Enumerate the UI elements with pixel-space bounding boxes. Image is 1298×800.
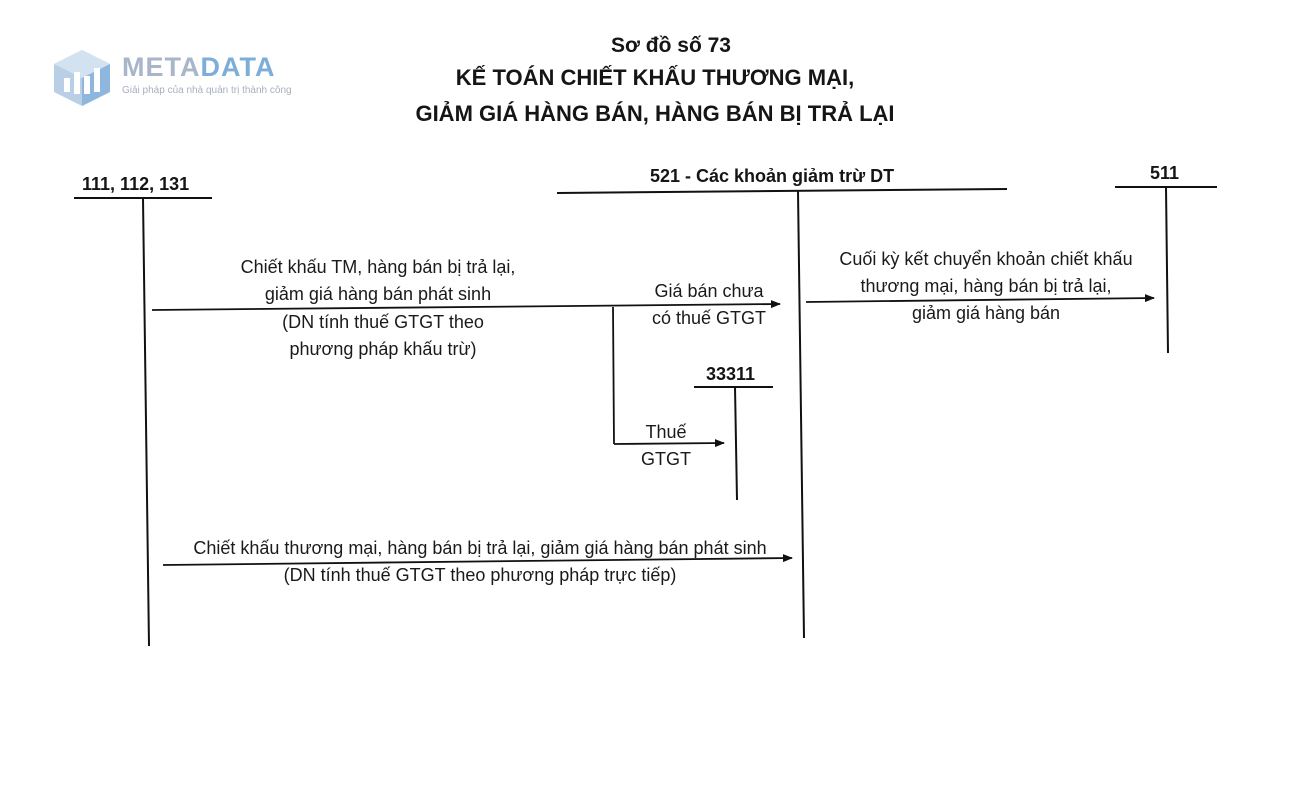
label-period-end-transfer: Cuối kỳ kết chuyển khoản chiết khấu thương mại, hàng bán bị trả lại, giảm giá hàng bán: [839, 249, 1133, 323]
account-label-cash: 111, 112, 131: [82, 174, 190, 194]
label-vat-tax: Thuế GTGT: [641, 422, 691, 469]
cash-account-vertical-line: [143, 198, 149, 646]
deductions-account-top-line: [557, 189, 1007, 193]
label-deduction-method-below: (DN tính thuế GTGT theo phương pháp khấu trừ): [282, 312, 484, 359]
branch-down-line: [613, 307, 614, 444]
diagram-title-line1: KẾ TOÁN CHIẾT KHẤU THƯƠNG MẠI,: [455, 65, 855, 90]
account-label-vat: 33311: [706, 364, 756, 384]
logo-tagline: Giải pháp của nhà quản trị thành công: [122, 85, 292, 96]
account-label-revenue: 511: [1150, 163, 1180, 183]
label-price-before-tax: Giá bán chưa có thuế GTGT: [651, 281, 767, 328]
logo-wordmark: METADATA: [122, 52, 276, 82]
diagram-title-line2: GIẢM GIÁ HÀNG BÁN, HÀNG BÁN BỊ TRẢ LẠI: [415, 101, 895, 126]
diagram-number: Sơ đồ số 73: [611, 34, 731, 57]
label-direct-method: Chiết khấu thương mại, hàng bán bị trả lại, giảm giá hàng bán phát sinh (DN tính thuế GTGT theo phương pháp trực tiếp): [193, 538, 767, 585]
vat-account-vertical-line: [735, 387, 737, 500]
label-deduction-method-above: Chiết khấu TM, hàng bán bị trả lại, giảm giá hàng bán phát sinh: [240, 257, 516, 304]
revenue-account-vertical-line: [1166, 187, 1168, 353]
account-label-deductions: 521 - Các khoản giảm trừ DT: [650, 166, 895, 186]
